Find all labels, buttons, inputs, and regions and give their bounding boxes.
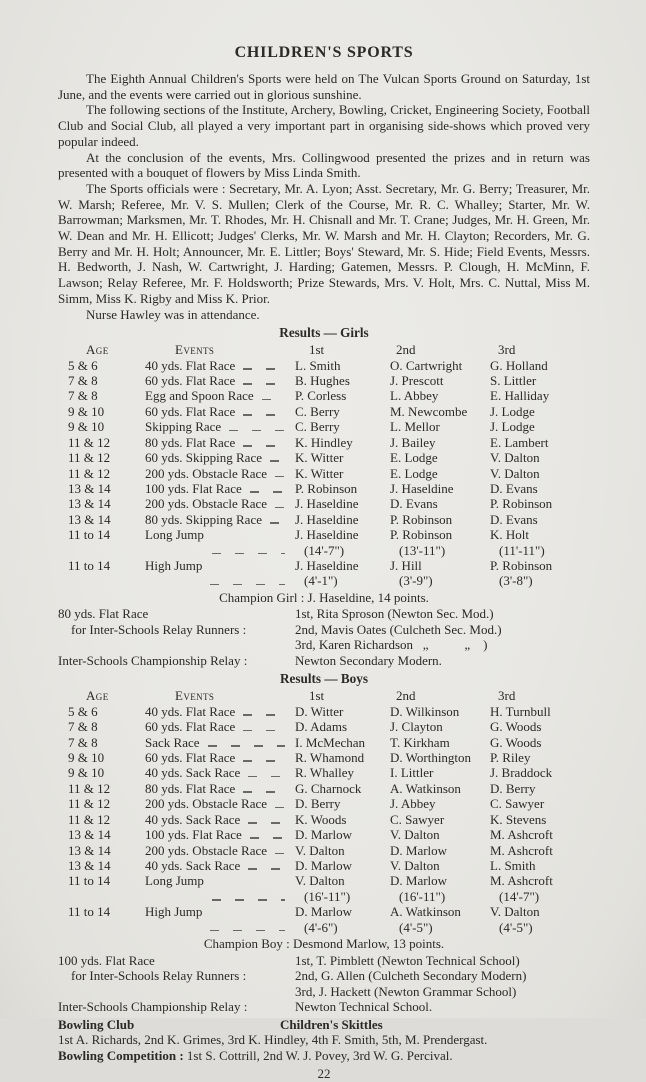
- table-row: [58, 404, 590, 419]
- second-place-cell: I. Littler: [390, 765, 434, 781]
- event-name: 100 yds. Flat Race: [145, 480, 242, 496]
- girls-championship-relay-line: [58, 653, 590, 669]
- age-cell: 11 to 14: [68, 873, 111, 889]
- age-cell: 13 & 14: [68, 842, 111, 858]
- third-place-cell: P. Riley: [490, 750, 531, 766]
- event-cell: [145, 558, 295, 589]
- first-place-cell: C. Berry: [295, 403, 340, 419]
- bowling-club-heading: Bowling Club: [58, 1016, 135, 1032]
- table-row: [58, 527, 590, 558]
- first-place-cell: L. Smith: [295, 357, 341, 373]
- table-row: [58, 496, 590, 511]
- dotted-leader: [248, 868, 285, 870]
- third-place-cell: M. Ashcroft (14'-7"): [490, 873, 553, 904]
- event-cell: [145, 527, 295, 558]
- event-name: 200 yds. Obstacle Race: [145, 796, 268, 812]
- table-row: [58, 373, 590, 388]
- dotted-leader: [229, 430, 285, 432]
- dotted-leader: [248, 822, 285, 824]
- dotted-leader: [243, 730, 285, 732]
- measurement: (11'-11"): [499, 542, 545, 558]
- third-place-cell: G. Woods: [490, 719, 542, 735]
- second-place-cell: O. Cartwright: [390, 357, 463, 373]
- first-place-cell: R. Whalley: [295, 765, 354, 781]
- intro-paragraph-2: The following sections of the Institute, Archery, Bowling, Cricket, Engineering Society, Football Club and Social Club, all played a very important part in organising side-shows which proved very popular indeed.: [58, 102, 590, 149]
- relay-placing: 2nd, G. Allen (Culcheth Secondary Modern): [295, 968, 527, 984]
- event-cell: [145, 873, 295, 904]
- third-place-cell: P. Robinson: [490, 496, 553, 512]
- dotted-leader: [250, 491, 285, 493]
- dotted-leader: [212, 553, 285, 555]
- table-row: [58, 904, 590, 935]
- event-name: 80 yds. Flat Race: [145, 434, 236, 450]
- column-header-3rd: 3rd: [498, 688, 516, 704]
- third-place-cell: G. Woods: [490, 734, 542, 750]
- age-cell: 11 to 14: [68, 904, 111, 920]
- third-place-cell: E. Lambert: [490, 434, 549, 450]
- event-name: Long Jump: [145, 873, 204, 889]
- third-place-cell: V. Dalton (4'-5"): [490, 904, 540, 935]
- event-name: 40 yds. Flat Race: [145, 357, 236, 373]
- event-name: 40 yds. Sack Race: [145, 765, 241, 781]
- age-cell: 13 & 14: [68, 480, 111, 496]
- second-place-cell: J. Prescott: [390, 373, 444, 389]
- first-place-cell: D. Adams: [295, 719, 347, 735]
- boys-results-table: [58, 688, 590, 935]
- event-cell: [145, 435, 295, 450]
- age-cell: 11 & 12: [68, 811, 111, 827]
- table-row: [58, 719, 590, 734]
- first-place-cell: J. Haseldine (4'-1"): [295, 557, 359, 589]
- first-place-cell: K. Witter: [295, 465, 344, 481]
- event-cell: [145, 812, 295, 827]
- third-place-cell: J. Lodge: [490, 419, 535, 435]
- column-header-events: Events: [175, 342, 215, 358]
- event-name: 40 yds. Flat Race: [145, 703, 236, 719]
- table-row: [58, 873, 590, 904]
- measurement: (14'-7"): [304, 542, 345, 558]
- third-place-cell: S. Littler: [490, 373, 537, 389]
- champion-girl-line: Champion Girl : J. Haseldine, 14 points.: [219, 589, 429, 605]
- first-place-cell: J. Haseldine: [295, 496, 359, 512]
- event-name: 60 yds. Flat Race: [145, 719, 236, 735]
- event-name: Skipping Race: [145, 419, 222, 435]
- age-cell: 11 & 12: [68, 796, 111, 812]
- event-cell: [145, 704, 295, 719]
- boys-results-heading: Results — Boys: [280, 671, 368, 687]
- second-place-cell: J. Abbey: [390, 796, 436, 812]
- table-row: [58, 843, 590, 858]
- event-cell: [145, 512, 295, 527]
- boys-relay-placings: [295, 953, 590, 1000]
- event-cell: [145, 419, 295, 434]
- boys-relay-runners-label: for Inter-Schools Relay Runners :: [71, 968, 247, 984]
- second-place-cell: A. Watkinson (4'-5"): [390, 904, 461, 935]
- first-place-cell: D. Marlow: [295, 857, 353, 873]
- table-row: [58, 419, 590, 434]
- event-name: 40 yds. Sack Race: [145, 857, 241, 873]
- third-place-cell: J. Braddock: [490, 765, 553, 781]
- table-row: [58, 827, 590, 842]
- girls-table-rows: [58, 358, 590, 589]
- second-place-cell: V. Dalton: [390, 857, 440, 873]
- third-place-cell: H. Turnbull: [490, 703, 551, 719]
- first-place-cell: P. Corless: [295, 388, 347, 404]
- first-place-cell: V. Dalton: [295, 842, 345, 858]
- first-place-cell: I. McMechan: [295, 734, 366, 750]
- girls-relay-label: [58, 606, 295, 653]
- event-name: 40 yds. Sack Race: [145, 811, 241, 827]
- boys-relay-event: 100 yds. Flat Race: [58, 952, 155, 968]
- dotted-leader: [270, 522, 285, 524]
- table-row: [58, 735, 590, 750]
- measurement: (3'-8"): [499, 573, 533, 589]
- dotted-leader: [250, 837, 285, 839]
- event-name: 60 yds. Skipping Race: [145, 450, 262, 466]
- age-cell: 11 & 12: [68, 780, 111, 796]
- age-cell: 11 & 12: [68, 450, 111, 466]
- age-cell: 9 & 10: [68, 419, 105, 435]
- event-cell: [145, 781, 295, 796]
- first-place-cell: G. Charnock: [295, 780, 362, 796]
- event-name: High Jump: [145, 904, 203, 920]
- event-name: 200 yds. Obstacle Race: [145, 465, 268, 481]
- first-place-cell: P. Robinson: [295, 480, 358, 496]
- second-place-cell: T. Kirkham: [390, 734, 450, 750]
- relay-placing: 3rd, Karen Richardson „ „ ): [295, 637, 488, 653]
- event-name: 60 yds. Flat Race: [145, 403, 236, 419]
- girls-results-heading: Results — Girls: [279, 325, 369, 341]
- table-row: [58, 466, 590, 481]
- dotted-leader: [243, 414, 285, 416]
- dotted-leader: [243, 760, 285, 762]
- dotted-leader: [248, 776, 285, 778]
- age-cell: 13 & 14: [68, 827, 111, 843]
- dotted-leader: [210, 930, 285, 932]
- age-cell: 11 & 12: [68, 434, 111, 450]
- third-place-cell: G. Holland: [490, 357, 548, 373]
- third-place-cell: M. Ashcroft: [490, 827, 553, 843]
- girls-relay-event: 80 yds. Flat Race: [58, 606, 149, 622]
- relay-placing: 1st, Rita Sproson (Newton Sec. Mod.): [295, 606, 494, 622]
- column-header-2nd: 2nd: [396, 688, 416, 704]
- table-row: [58, 558, 590, 589]
- third-place-cell: K. Stevens: [490, 811, 547, 827]
- second-place-cell: D. Marlow (16'-11"): [390, 873, 448, 904]
- dotted-leader: [275, 853, 285, 855]
- event-cell: [145, 796, 295, 811]
- second-place-cell: J. Hill (3'-9"): [390, 557, 433, 589]
- second-place-cell: A. Watkinson: [390, 780, 461, 796]
- skittles-results-line: 1st A. Richards, 2nd K. Grimes, 3rd K. Hindley, 4th F. Smith, 5th, M. Prendergast.: [58, 1032, 488, 1048]
- second-place-cell: J. Clayton: [390, 719, 443, 735]
- girls-relay-block: [58, 606, 590, 653]
- table-row: [58, 812, 590, 827]
- table-row: [58, 450, 590, 465]
- measurement: (4'-6"): [304, 919, 338, 935]
- table-row: [58, 435, 590, 450]
- intro-paragraph-1: The Eighth Annual Children's Sports were held on The Vulcan Sports Ground on Saturday, 1st June, and the events were carried out in glorious sunshine.: [58, 71, 590, 102]
- dotted-leader: [275, 807, 285, 809]
- first-place-cell: K. Woods: [295, 811, 347, 827]
- dotted-leader: [262, 399, 285, 401]
- event-cell: [145, 358, 295, 373]
- second-place-cell: C. Sawyer: [390, 811, 445, 827]
- age-cell: 5 & 6: [68, 703, 98, 719]
- first-place-cell: D. Marlow: [295, 827, 353, 843]
- age-cell: 7 & 8: [68, 719, 98, 735]
- event-cell: [145, 481, 295, 496]
- table-row: [58, 388, 590, 403]
- second-place-cell: M. Newcombe: [390, 403, 468, 419]
- column-header-age: Age: [86, 342, 109, 358]
- second-place-cell: D. Evans: [390, 496, 438, 512]
- column-header-3rd: 3rd: [498, 342, 516, 358]
- childrens-skittles-heading: Children's Skittles: [280, 1016, 383, 1032]
- age-cell: 9 & 10: [68, 765, 105, 781]
- table-row: [58, 781, 590, 796]
- boys-championship-relay-label: Inter-Schools Championship Relay :: [58, 999, 248, 1015]
- event-cell: [145, 373, 295, 388]
- age-cell: 13 & 14: [68, 511, 111, 527]
- third-place-cell: P. Robinson (3'-8"): [490, 557, 553, 589]
- age-cell: 11 to 14: [68, 527, 111, 543]
- age-cell: 11 to 14: [68, 557, 111, 573]
- second-place-cell: P. Robinson (13'-11"): [390, 527, 453, 558]
- event-name: Egg and Spoon Race: [145, 388, 254, 404]
- event-name: 100 yds. Flat Race: [145, 827, 242, 843]
- event-name: 60 yds. Flat Race: [145, 750, 236, 766]
- event-cell: [145, 719, 295, 734]
- boys-championship-relay-value: Newton Technical School.: [295, 999, 433, 1015]
- first-place-cell: R. Whamond: [295, 750, 365, 766]
- dotted-leader: [275, 476, 285, 478]
- officials-paragraph: The Sports officials were : Secretary, Mr. A. Lyon; Asst. Secretary, Mr. G. Berry; Treasurer, Mr. W. Marsh; Referee, Mr. V. S. Mullen; Clerk of the Course, Mr. R. C. Whalley; Starter, Mr. W. Barrowman; Marksmen, Mr. T. Rhodes, Mr. H. Chisnall and Mr. T. Crane; Judges, Mr. H. Green, Mr. W. Dean and Mr. H. Ellicott; Judges' Clerks, Mr. W. Marsh and Mr. H. Clayton; Recorders, Mr. G. Berry and Mr. H. Holt; Announcer, Mr. E. Littler; Boys' Steward, Mr. S. Hide; Field Events, Messrs. H. Bedworth, J. Nash, W. Cartwright, J. Harding; Gatemen, Messrs. P. Clough, H. McMinn, F. Lawson; Relay Referee, Mr. F. Holdsworth; Prize Stewards, Mrs. V. Holt, Mrs. C. Nuttal, Miss M. Simm, Miss K. Rigby and Miss K. Prior.: [58, 180, 590, 306]
- first-place-cell: C. Berry: [295, 419, 340, 435]
- event-cell: [145, 858, 295, 873]
- measurement: (3'-9"): [399, 573, 433, 589]
- measurement: (4'-5"): [399, 919, 433, 935]
- table-row: [58, 512, 590, 527]
- first-place-cell: D. Witter: [295, 703, 344, 719]
- relay-placing: 1st, T. Pimblett (Newton Technical School): [295, 952, 520, 968]
- girls-championship-relay-label: Inter-Schools Championship Relay :: [58, 652, 248, 668]
- event-name: 80 yds. Skipping Race: [145, 511, 262, 527]
- event-name: 200 yds. Obstacle Race: [145, 842, 268, 858]
- dotted-leader: [212, 899, 285, 901]
- age-cell: 7 & 8: [68, 734, 98, 750]
- dotted-leader: [275, 507, 285, 509]
- second-place-cell: P. Robinson: [390, 511, 453, 527]
- bowling-competition-line: [58, 1048, 590, 1064]
- column-header-1st: 1st: [309, 688, 325, 704]
- third-place-cell: D. Evans: [490, 511, 538, 527]
- age-cell: 13 & 14: [68, 496, 111, 512]
- column-header-events: Events: [175, 688, 215, 704]
- girls-relay-placings: [295, 606, 590, 653]
- second-place-cell: J. Bailey: [390, 434, 436, 450]
- dotted-leader: [243, 383, 285, 385]
- boys-table-rows: [58, 704, 590, 935]
- table-row: [58, 750, 590, 765]
- relay-placing: 3rd, J. Hackett (Newton Grammar School): [295, 983, 517, 999]
- second-place-cell: L. Mellor: [390, 419, 440, 435]
- girls-relay-runners-label: for Inter-Schools Relay Runners :: [71, 621, 247, 637]
- dotted-leader: [210, 584, 285, 586]
- table-row: [58, 358, 590, 373]
- column-header-age: Age: [86, 688, 109, 704]
- third-place-cell: E. Halliday: [490, 388, 550, 404]
- second-place-cell: D. Wilkinson: [390, 703, 460, 719]
- dotted-leader: [270, 460, 285, 462]
- first-place-cell: D. Marlow (4'-6"): [295, 904, 353, 935]
- third-place-cell: J. Lodge: [490, 403, 535, 419]
- first-place-cell: J. Haseldine (14'-7"): [295, 527, 359, 558]
- age-cell: 5 & 6: [68, 357, 98, 373]
- event-cell: [145, 735, 295, 750]
- boys-championship-relay-line: [58, 999, 590, 1015]
- event-cell: [145, 827, 295, 842]
- column-header-1st: 1st: [309, 342, 325, 358]
- second-place-cell: D. Marlow: [390, 842, 448, 858]
- measurement: (14'-7"): [499, 888, 540, 904]
- girls-championship-relay-value: Newton Secondary Modern.: [295, 652, 442, 668]
- bowling-competition-results: 1st S. Cottrill, 2nd W. J. Povey, 3rd W. G. Percival.: [183, 1048, 453, 1064]
- table-row: [58, 858, 590, 873]
- bowling-competition-label: Bowling Competition :: [58, 1048, 184, 1064]
- first-place-cell: B. Hughes: [295, 373, 350, 389]
- bowling-headings: [58, 1017, 590, 1033]
- girls-results-table: [58, 342, 590, 589]
- first-place-cell: K. Hindley: [295, 434, 353, 450]
- event-cell: [145, 904, 295, 935]
- event-name: Long Jump: [145, 527, 204, 543]
- event-cell: [145, 466, 295, 481]
- measurement: (16'-11"): [304, 888, 351, 904]
- event-name: High Jump: [145, 557, 203, 573]
- event-name: 200 yds. Obstacle Race: [145, 496, 268, 512]
- third-place-cell: D. Berry: [490, 780, 536, 796]
- first-place-cell: V. Dalton (16'-11"): [295, 873, 351, 904]
- event-name: 60 yds. Flat Race: [145, 373, 236, 389]
- page-number: 22: [317, 1066, 331, 1082]
- table-row: [58, 481, 590, 496]
- dotted-leader: [243, 368, 285, 370]
- second-place-cell: V. Dalton: [390, 827, 440, 843]
- third-place-cell: K. Holt (11'-11"): [490, 527, 545, 558]
- event-cell: [145, 388, 295, 403]
- age-cell: 9 & 10: [68, 750, 105, 766]
- event-cell: [145, 765, 295, 780]
- table-row: [58, 765, 590, 780]
- third-place-cell: D. Evans: [490, 480, 538, 496]
- table-row: [58, 704, 590, 719]
- second-place-cell: E. Lodge: [390, 450, 438, 466]
- third-place-cell: V. Dalton: [490, 450, 540, 466]
- measurement: (4'-5"): [499, 919, 533, 935]
- nurse-paragraph: Nurse Hawley was in attendance.: [86, 306, 260, 322]
- measurement: (4'-1"): [304, 573, 338, 589]
- measurement: (16'-11"): [399, 888, 446, 904]
- dotted-leader: [208, 745, 285, 747]
- table-row: [58, 796, 590, 811]
- third-place-cell: L. Smith: [490, 857, 536, 873]
- first-place-cell: K. Witter: [295, 450, 344, 466]
- dotted-leader: [243, 791, 285, 793]
- third-place-cell: C. Sawyer: [490, 796, 545, 812]
- event-cell: [145, 496, 295, 511]
- dotted-leader: [243, 445, 285, 447]
- boys-relay-block: [58, 953, 590, 1000]
- age-cell: 7 & 8: [68, 388, 98, 404]
- column-header-2nd: 2nd: [396, 342, 416, 358]
- second-place-cell: L. Abbey: [390, 388, 439, 404]
- event-cell: [145, 843, 295, 858]
- girls-table-header: [58, 342, 590, 357]
- page-title: CHILDREN'S SPORTS: [234, 44, 414, 61]
- boys-table-header: [58, 688, 590, 703]
- third-place-cell: V. Dalton: [490, 465, 540, 481]
- champion-boy-line: Champion Boy : Desmond Marlow, 13 points.: [203, 935, 445, 951]
- event-cell: [145, 404, 295, 419]
- boys-relay-label: [58, 953, 295, 1000]
- third-place-cell: M. Ashcroft: [490, 842, 553, 858]
- age-cell: 13 & 14: [68, 857, 111, 873]
- event-cell: [145, 450, 295, 465]
- relay-placing: 2nd, Mavis Oates (Culcheth Sec. Mod.): [295, 621, 502, 637]
- event-cell: [145, 750, 295, 765]
- second-place-cell: D. Worthington: [390, 750, 472, 766]
- event-name: Sack Race: [145, 734, 200, 750]
- event-name: 80 yds. Flat Race: [145, 780, 236, 796]
- age-cell: 9 & 10: [68, 403, 105, 419]
- second-place-cell: E. Lodge: [390, 465, 438, 481]
- measurement: (13'-11"): [399, 542, 446, 558]
- first-place-cell: D. Berry: [295, 796, 341, 812]
- first-place-cell: J. Haseldine: [295, 511, 359, 527]
- age-cell: 7 & 8: [68, 373, 98, 389]
- intro-paragraph-3: At the conclusion of the events, Mrs. Collingwood presented the prizes and in return was presented with a bouquet of flowers by Miss Linda Smith.: [58, 149, 590, 181]
- second-place-cell: J. Haseldine: [390, 480, 454, 496]
- dotted-leader: [243, 714, 285, 716]
- age-cell: 11 & 12: [68, 465, 111, 481]
